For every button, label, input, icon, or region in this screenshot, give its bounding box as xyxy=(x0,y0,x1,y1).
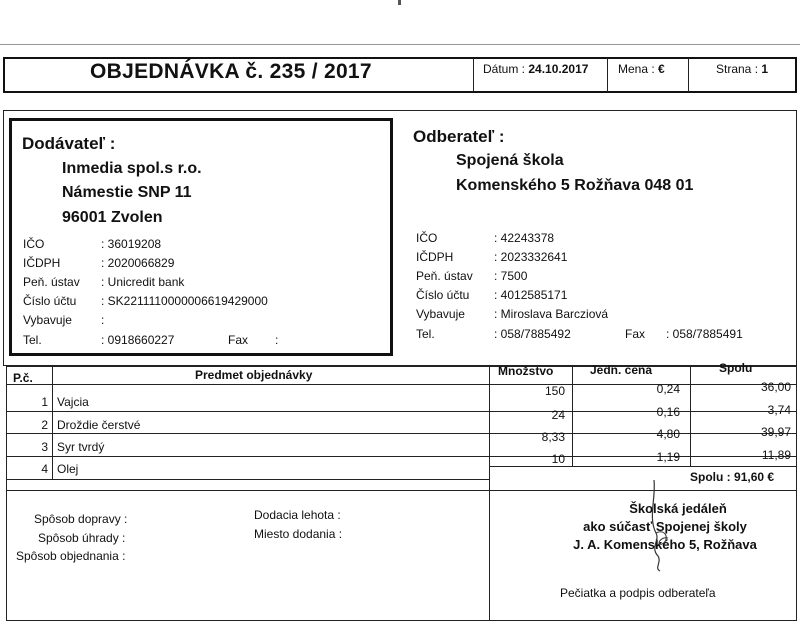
supplier-account-label: Číslo účtu xyxy=(23,294,77,308)
signature-mark xyxy=(630,478,690,573)
supplier-fax-value: : xyxy=(275,333,279,347)
buyer-contact-value: : Miroslava Barcziová xyxy=(494,307,609,321)
header-total: Spolu xyxy=(719,361,753,375)
supplier-icdph-label: IČDPH xyxy=(23,256,61,270)
col-line-price xyxy=(690,366,691,466)
header-divider-2 xyxy=(607,58,608,92)
buyer-tel-label: Tel. xyxy=(416,327,435,341)
header-qty: Množstvo xyxy=(498,364,554,378)
supplier-fax-label: Fax xyxy=(228,333,249,347)
buyer-icdph-label: IČDPH xyxy=(416,250,454,264)
delivery-date-label: Dodacia lehota : xyxy=(254,508,341,522)
top-mark xyxy=(398,0,401,5)
supplier-ico-label: IČO xyxy=(23,237,45,251)
buyer-fax-label: Fax xyxy=(625,327,646,341)
buyer-bank-value: : 7500 xyxy=(494,269,528,283)
transport-label: Spôsob dopravy : xyxy=(34,512,128,526)
supplier-bank-label: Peň. ústav xyxy=(23,275,80,289)
row-3-unit-price: 4,80 xyxy=(656,427,680,441)
supplier-tel-label: Tel. xyxy=(23,333,42,347)
row-4-item: Olej xyxy=(57,462,79,476)
supplier-heading: Dodávateľ : xyxy=(22,134,116,153)
currency-value: € xyxy=(658,62,665,76)
page-field xyxy=(716,62,768,76)
supplier-ico-value: : 36019208 xyxy=(101,237,162,251)
currency-label: Mena : xyxy=(618,62,655,76)
delivery-place-label: Miesto dodania : xyxy=(254,527,343,541)
page-title: OBJEDNÁVKA č. 235 / 2017 xyxy=(90,60,372,83)
payment-label: Spôsob úhrady : xyxy=(38,531,126,545)
header-pc: P.č. xyxy=(13,371,33,385)
col-line-qty xyxy=(572,366,573,466)
row-3-qty: 8,33 xyxy=(541,430,565,444)
row-1-item: Vajcia xyxy=(57,395,89,409)
sum-label: Spolu : xyxy=(690,470,731,484)
buyer-ico-value: : 42243378 xyxy=(494,231,555,245)
date-field xyxy=(483,62,588,76)
buyer-icdph-value: : 2023332641 xyxy=(494,250,568,264)
row-line xyxy=(6,479,490,480)
signature-caption: Pečiatka a podpis odberateľa xyxy=(560,586,716,600)
supplier-contact-label: Vybavuje xyxy=(23,313,72,327)
row-2-qty: 24 xyxy=(551,408,565,422)
row-line xyxy=(489,466,797,467)
row-2-total: 3,74 xyxy=(767,403,791,417)
row-1-pc: 1 xyxy=(41,395,48,409)
stamp-line-3: J. A. Komenského 5, Rožňava xyxy=(573,537,757,552)
row-3-pc: 3 xyxy=(41,440,48,454)
row-3-item: Syr tvrdý xyxy=(57,440,105,454)
stamp-line-1: Školská jedáleň xyxy=(629,501,727,516)
date-label: Dátum : xyxy=(483,62,526,76)
supplier-account-value: : SK2211110000006619429000 xyxy=(101,294,268,308)
footer-divider xyxy=(489,491,490,621)
row-2-pc: 2 xyxy=(41,418,48,432)
buyer-contact-label: Vybavuje xyxy=(416,307,465,321)
top-rule xyxy=(0,44,800,45)
supplier-icdph-value: : 2020066829 xyxy=(101,256,175,270)
row-2-item: Droždie čerstvé xyxy=(57,418,141,432)
header-item: Predmet objednávky xyxy=(195,368,313,382)
supplier-tel-value: : 0918660227 xyxy=(101,333,175,347)
row-4-pc: 4 xyxy=(41,462,48,476)
row-1-unit-price: 0,24 xyxy=(656,382,680,396)
col-line-pc xyxy=(52,366,53,479)
buyer-fields xyxy=(416,231,794,343)
buyer-ico-label: IČO xyxy=(416,231,438,245)
supplier-fields xyxy=(23,237,383,349)
row-3-total: 39,97 xyxy=(760,425,791,439)
header-divider-3 xyxy=(688,58,689,92)
buyer-name: Spojená škola xyxy=(456,152,564,169)
sum-value: 91,60 € xyxy=(734,470,775,484)
header-unit-price: Jedn. cena xyxy=(590,363,653,377)
header-divider-1 xyxy=(473,58,474,92)
supplier-name: Inmedia spol.s r.o. xyxy=(62,160,202,177)
supplier-bank-value: : Unicredit bank xyxy=(101,275,185,289)
currency-field xyxy=(618,62,665,76)
sum-total xyxy=(690,470,774,484)
buyer-bank-label: Peň. ústav xyxy=(416,269,473,283)
buyer-account-value: : 4012585171 xyxy=(494,288,568,302)
date-value: 24.10.2017 xyxy=(528,62,589,76)
stamp-line-2: ako súčasť Spojenej školy xyxy=(583,519,747,534)
supplier-city: 96001 Zvolen xyxy=(62,209,163,226)
buyer-fax-value: : 058/7885491 xyxy=(666,327,743,341)
page-value: 1 xyxy=(761,62,769,76)
ordering-label: Spôsob objednania : xyxy=(16,549,126,563)
row-1-total: 36,00 xyxy=(760,380,791,394)
buyer-tel-value: : 058/7885492 xyxy=(494,327,571,341)
buyer-heading: Odberateľ : xyxy=(413,127,505,146)
page-label: Strana : xyxy=(716,62,759,76)
row-4-unit-price: 1,19 xyxy=(656,450,680,464)
supplier-contact-value: : xyxy=(101,313,105,327)
row-4-total: 11,89 xyxy=(761,448,791,462)
row-1-qty: 150 xyxy=(544,384,565,398)
row-4-qty: 10 xyxy=(551,452,565,466)
supplier-street: Námestie SNP 11 xyxy=(62,184,192,201)
row-2-unit-price: 0,16 xyxy=(656,405,680,419)
buyer-street: Komenského 5 Rožňava 048 01 xyxy=(456,177,694,194)
buyer-account-label: Číslo účtu xyxy=(416,288,470,302)
